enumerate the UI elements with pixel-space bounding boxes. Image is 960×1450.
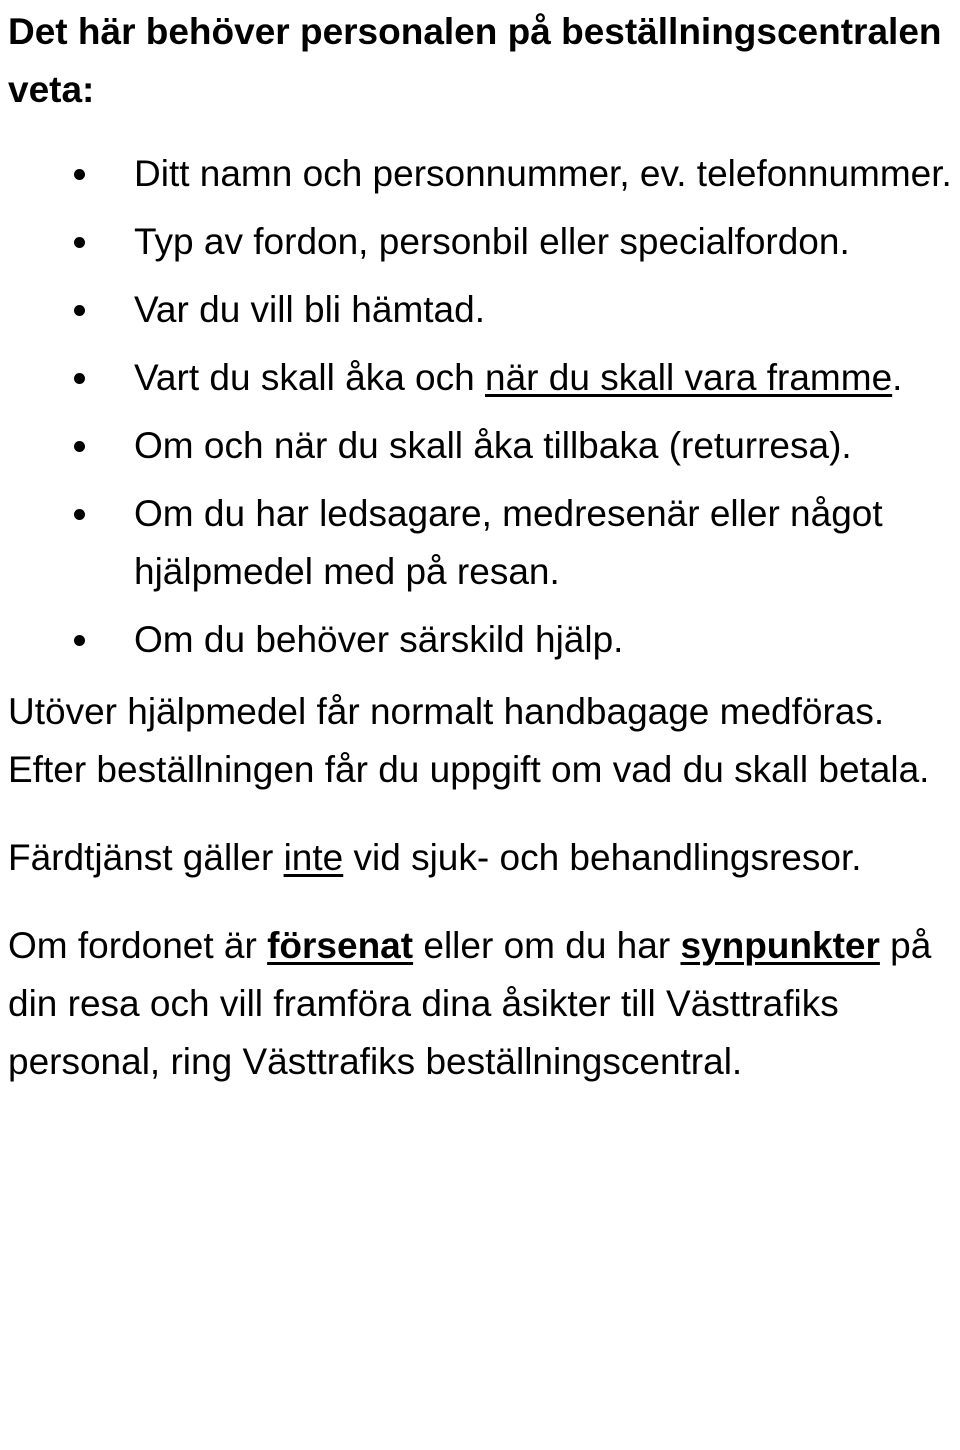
page-title: Det här behöver personalen på beställningscentralen veta: xyxy=(8,11,942,110)
contact-paragraph xyxy=(8,917,953,1091)
paragraph-text: Färdtjänst gäller xyxy=(8,837,284,878)
emphasis-synpunkter: synpunkter xyxy=(680,925,880,966)
list-item-text: Om och när du skall åka tillbaka (returresa). xyxy=(134,425,852,466)
paragraph-text-mid: eller om du har xyxy=(413,925,681,966)
list-item xyxy=(8,145,953,203)
bullet-icon xyxy=(74,441,85,452)
list-item-text: Om du har ledsagare, medresenär eller något hjälpmedel med på resan. xyxy=(134,493,883,592)
required-info-list xyxy=(8,145,953,669)
list-item xyxy=(8,281,953,339)
list-item-text: Var du vill bli hämtad. xyxy=(134,289,485,330)
list-item-text: Ditt namn och personnummer, ev. telefonnummer. xyxy=(134,153,952,194)
bullet-icon xyxy=(74,635,85,646)
document-page xyxy=(8,0,953,1091)
underlined-text: när du skall vara framme xyxy=(485,357,893,398)
list-item-text-end: . xyxy=(892,357,903,398)
list-item-text: Vart du skall åka och xyxy=(134,357,485,398)
list-item xyxy=(8,213,953,271)
bullet-icon xyxy=(74,373,85,384)
list-item xyxy=(8,349,953,407)
paragraph-text-end: vid sjuk- och behandlingsresor. xyxy=(343,837,862,878)
emphasis-forsenat: försenat xyxy=(267,925,414,966)
emphasis-inte: inte xyxy=(283,837,344,878)
list-item xyxy=(8,485,953,601)
list-item-text: Typ av fordon, personbil eller specialfordon. xyxy=(134,221,850,262)
paragraph-text: Om fordonet är xyxy=(8,925,268,966)
list-item xyxy=(8,417,953,475)
bullet-icon xyxy=(74,305,85,316)
hand-luggage-paragraph: Utöver hjälpmedel får normalt handbagage medföras. xyxy=(8,691,885,732)
bullet-icon xyxy=(74,237,85,248)
paragraph-text-end: på din resa och vill framföra dina åsikter till Västtrafiks personal, ring Västtrafiks beställningscentral. xyxy=(8,925,932,1082)
list-item-text: Om du behöver särskild hjälp. xyxy=(134,619,624,660)
bullet-icon xyxy=(74,169,85,180)
list-item xyxy=(8,611,953,669)
medical-trips-paragraph xyxy=(8,829,953,887)
payment-paragraph: Efter beställningen får du uppgift om vad du skall betala. xyxy=(8,749,930,790)
bullet-icon xyxy=(74,509,85,520)
